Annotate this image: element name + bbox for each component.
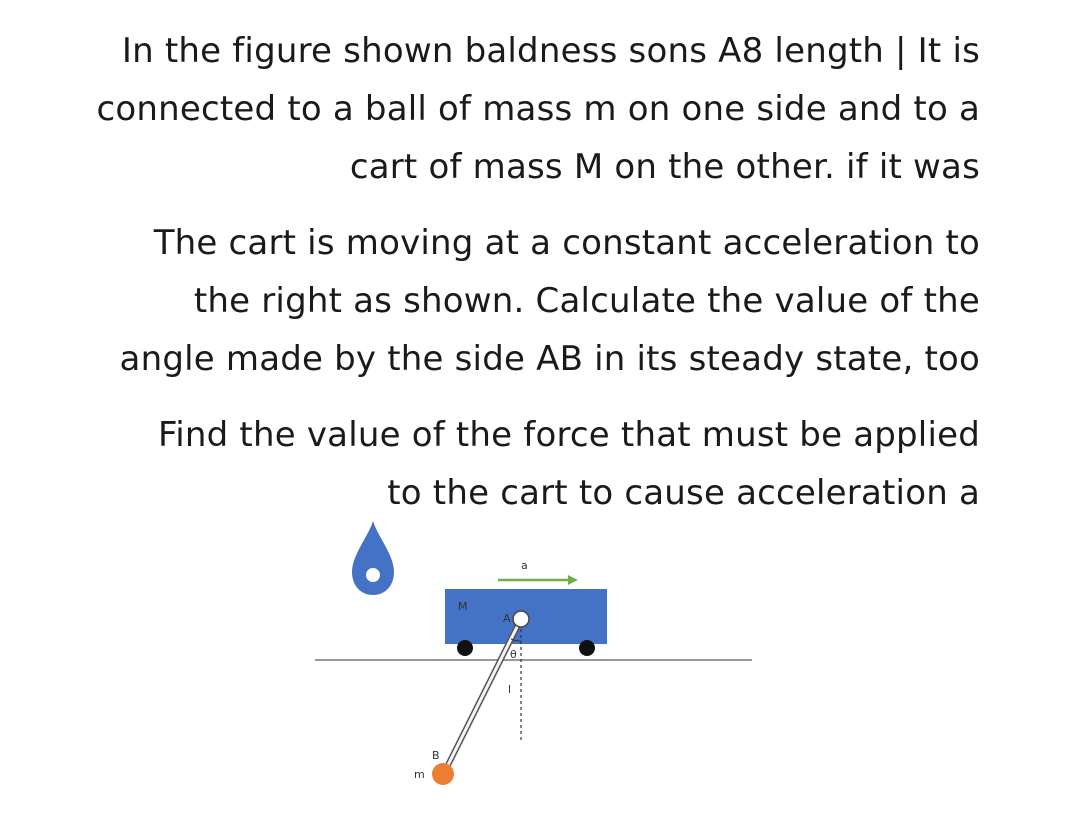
problem-paragraph-2 [120,214,980,388]
text-line: In the figure shown baldness sons A8 length | It is [121,31,980,71]
ball-mass [432,763,454,785]
text-line: connected to a ball of mass m on one side and to a [96,89,980,129]
angle-label: θ [510,648,517,661]
cart-wheel-left [457,640,473,656]
text-line: to the cart to cause acceleration a [387,473,980,513]
acceleration-label: a [521,559,528,572]
text-line: Find the value of the force that must be applied [157,415,980,455]
water-drop-icon [352,521,394,595]
text-line: angle made by the side AB in its steady state, too [119,339,980,379]
text-line: The cart is moving at a constant acceleration to [153,223,980,263]
pivot-a [513,611,529,627]
cart-wheel-right [579,640,595,656]
cart-mass-label: M [458,600,468,613]
ball-mass-label: m [414,768,425,781]
text-line: the right as shown. Calculate the value of the [193,281,980,321]
cart-pendulum-figure [300,515,780,815]
point-a-label: A [503,612,511,625]
acceleration-arrow [498,575,578,585]
length-label: l [508,683,512,696]
problem-paragraph-3 [158,406,980,522]
problem-paragraph-1 [97,22,981,196]
point-b-label: B [432,749,440,762]
text-line: cart of mass M on the other. if it was [349,147,980,187]
